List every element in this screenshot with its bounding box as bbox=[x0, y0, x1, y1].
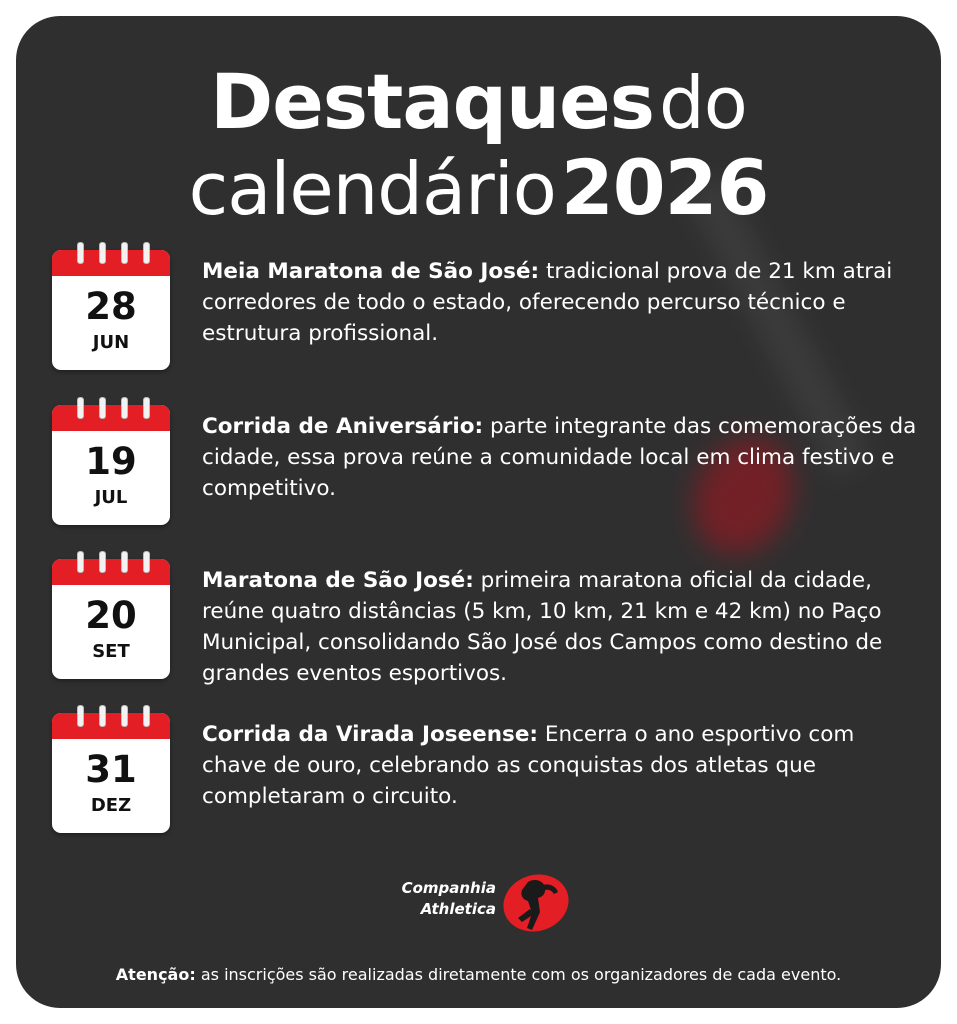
event-item bbox=[52, 405, 917, 529]
calendar-ring bbox=[121, 397, 128, 419]
runner-icon bbox=[498, 868, 574, 938]
event-day: 28 bbox=[85, 285, 137, 328]
calendar-ring bbox=[99, 242, 106, 264]
event-item bbox=[52, 713, 912, 837]
calendar-ring bbox=[143, 397, 150, 419]
calendar-card bbox=[16, 16, 941, 1008]
calendar-ring bbox=[121, 705, 128, 727]
event-text: tradicional prova de 21 km atrai corredores de todo o estado, oferecendo percurso técnico e estrutura profissional. bbox=[202, 259, 893, 346]
logo-line-2: Athletica bbox=[420, 900, 496, 918]
title-calendario: calendário bbox=[188, 147, 556, 231]
event-item bbox=[52, 250, 912, 374]
event-month: SET bbox=[92, 641, 130, 662]
event-item bbox=[52, 559, 912, 686]
title-year: 2026 bbox=[560, 143, 769, 232]
footer-note bbox=[16, 964, 941, 986]
event-month: DEZ bbox=[90, 795, 132, 816]
calendar-ring bbox=[99, 397, 106, 419]
event-name: Meia Maratona de São José: bbox=[202, 259, 540, 284]
calendar-ring bbox=[143, 551, 150, 573]
title-destaques: Destaques bbox=[210, 57, 654, 146]
event-month: JUN bbox=[92, 332, 130, 353]
calendar-ring bbox=[143, 242, 150, 264]
calendar-ring bbox=[143, 705, 150, 727]
calendar-ring bbox=[77, 705, 84, 727]
page-title-line-2 bbox=[16, 143, 941, 232]
event-text: primeira maratona oficial da cidade, reúne quatro distâncias (5 km, 10 km, 21 km e 42 km) no Paço Municipal, consolidando São José dos Campos como destino de grandes eventos esportivos. bbox=[202, 568, 883, 686]
event-day: 31 bbox=[85, 748, 137, 791]
company-logo bbox=[382, 868, 582, 938]
calendar-ring bbox=[121, 242, 128, 264]
page-title-line-1 bbox=[16, 57, 941, 146]
title-do: do bbox=[659, 61, 747, 145]
calendar-icon bbox=[52, 250, 170, 370]
event-text: parte integrante das comemorações da cidade, essa prova reúne a comunidade local em clima festivo e competitivo. bbox=[202, 414, 917, 501]
event-text: Encerra o ano esportivo com chave de ouro, celebrando as conquistas dos atletas que completaram o circuito. bbox=[202, 722, 855, 809]
calendar-icon bbox=[52, 559, 170, 679]
event-description bbox=[202, 256, 920, 349]
event-month: JUL bbox=[94, 487, 128, 508]
logo-text bbox=[402, 878, 496, 920]
calendar-icon bbox=[52, 713, 170, 833]
logo-line-1: Companhia bbox=[401, 879, 496, 897]
footer-lead: Atenção: bbox=[115, 965, 196, 984]
event-day: 19 bbox=[85, 440, 137, 483]
calendar-ring bbox=[77, 551, 84, 573]
event-name: Corrida de Aniversário: bbox=[202, 414, 484, 439]
event-description bbox=[202, 719, 920, 812]
calendar-ring bbox=[77, 242, 84, 264]
event-name: Maratona de São José: bbox=[202, 568, 474, 593]
calendar-ring bbox=[99, 551, 106, 573]
event-description bbox=[202, 565, 920, 689]
calendar-ring bbox=[99, 705, 106, 727]
calendar-ring bbox=[77, 397, 84, 419]
event-description bbox=[202, 411, 920, 504]
calendar-icon bbox=[52, 405, 170, 525]
event-day: 20 bbox=[85, 594, 137, 637]
calendar-ring bbox=[121, 551, 128, 573]
event-name: Corrida da Virada Joseense: bbox=[202, 722, 539, 747]
footer-text: as inscrições são realizadas diretamente com os organizadores de cada evento. bbox=[200, 965, 842, 984]
